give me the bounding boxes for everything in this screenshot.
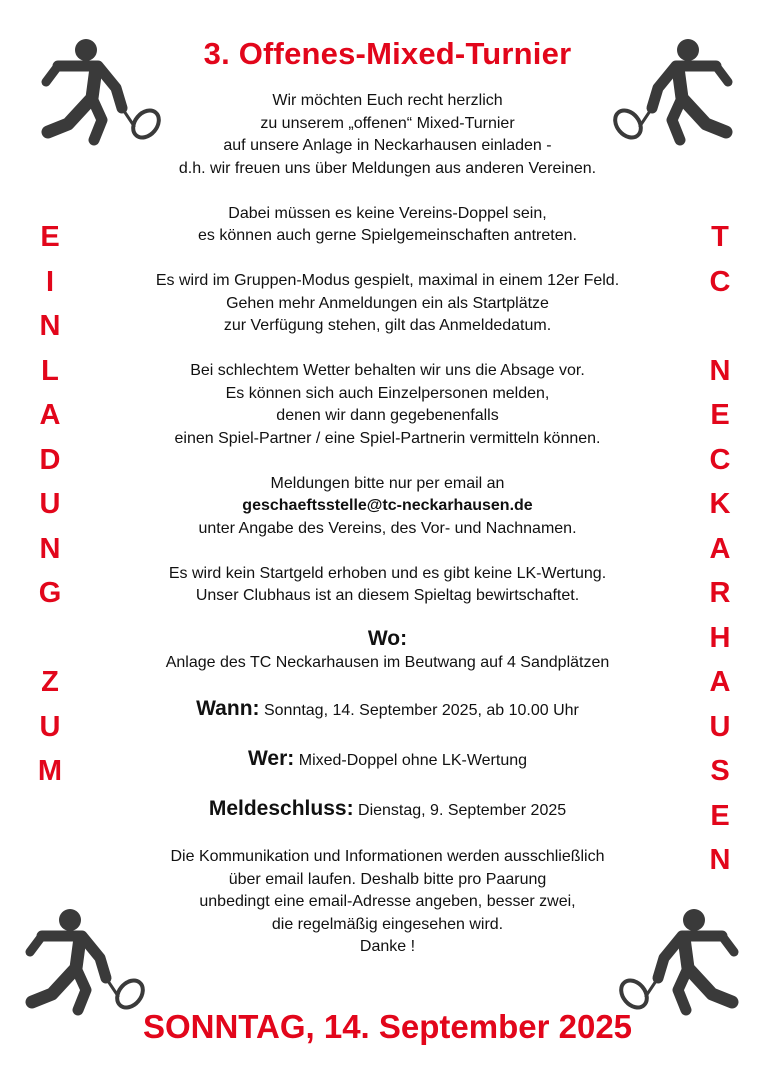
vertical-letter: N (39, 532, 61, 565)
intro-paragraph (115, 90, 660, 180)
vertical-letter: N (709, 354, 731, 387)
text-line: Danke ! (359, 938, 416, 955)
text-line: Es können sich auch Einzelpersonen melden, (225, 384, 550, 402)
vertical-letter: A (709, 666, 731, 698)
vertical-letter: U (39, 488, 61, 520)
text-line: denen wir dann gegebenenfalls (276, 407, 499, 424)
team-paragraph (115, 203, 660, 248)
footer-date: SONNTAG, 14. September 2025 (142, 1008, 633, 1045)
text-line: zu unserem „offenen“ Mixed-Turnier (260, 114, 515, 132)
text-line: es können auch gerne Spielgemeinschaften antreten. (198, 227, 577, 244)
text-line: unter Angabe des Vereins, des Vor- und Nachnamen. (198, 519, 577, 537)
vertical-letter: U (39, 710, 61, 743)
text-line: Dabei müssen es keine Vereins-Doppel sein, (228, 204, 547, 222)
vertical-letter: K (709, 488, 731, 520)
invitation-body (115, 90, 660, 959)
wo-section (115, 626, 660, 675)
vertical-letter: U (709, 710, 731, 743)
weather-paragraph (115, 360, 660, 450)
wann-value: Sonntag, 14. September 2025, ab 10.00 Uhr (263, 702, 579, 719)
vertical-letter: M (37, 755, 63, 787)
text-line: auf unsere Anlage in Neckarhausen einladen - (223, 137, 552, 154)
page-title: 3. Offenes-Mixed-Turnier (203, 36, 572, 71)
vertical-letter: N (709, 844, 731, 876)
text-line: Meldungen bitte nur per email an (270, 474, 505, 492)
text-line: Gehen mehr Anmeldungen ein als Startplätze (226, 294, 549, 312)
text-line: Bei schlechtem Wetter behalten wir uns die Absage vor. (190, 362, 585, 379)
text-line: zur Verfügung stehen, gilt das Anmeldedatum. (223, 317, 552, 334)
text-line: Wir möchten Euch recht herzlich (272, 92, 503, 109)
vertical-letter: E (710, 799, 730, 832)
vertical-gap (700, 304, 740, 349)
text-line: die regelmäßig eingesehen wird. (271, 915, 504, 933)
vertical-gap (30, 616, 70, 661)
wann-section (115, 696, 660, 724)
vertical-letter: H (709, 621, 731, 654)
text-line: über email laufen. Deshalb bitte pro Paarung (228, 870, 547, 888)
vertical-letter: D (39, 443, 61, 476)
text-line: unbedingt eine email-Adresse angeben, besser zwei, (199, 893, 576, 910)
meldeschluss-value: Dienstag, 9. September 2025 (358, 802, 567, 819)
wo-value: Anlage des TC Neckarhausen im Beutwang auf 4 Sandplätzen (165, 653, 610, 671)
text-line: einen Spiel-Partner / eine Spiel-Partnerin vermitteln können. (174, 429, 601, 447)
vertical-letter: A (39, 399, 61, 431)
vertical-letter: R (709, 577, 731, 609)
meldeschluss-label: Meldeschluss: (208, 797, 354, 820)
email-link[interactable]: geschaeftsstelle@tc-neckarhausen.de (242, 497, 533, 514)
text-line: Unser Clubhaus ist an diesem Spieltag bewirtschaftet. (195, 587, 580, 604)
vertical-letter: S (710, 755, 730, 787)
wer-value: Mixed-Doppel ohne LK-Wertung (298, 752, 528, 769)
text-line: Es wird kein Startgeld erhoben und es gibt keine LK-Wertung. (168, 564, 607, 582)
vertical-letter: C (709, 265, 731, 298)
left-vertical-text (30, 215, 70, 794)
vertical-letter: I (45, 265, 55, 298)
vertical-letter: E (710, 399, 730, 431)
closing-paragraph (115, 846, 660, 959)
fee-paragraph (115, 563, 660, 608)
vertical-letter: E (40, 221, 60, 253)
mode-paragraph (115, 270, 660, 338)
right-vertical-text (700, 215, 740, 883)
vertical-letter: T (711, 221, 729, 253)
vertical-letter: Z (41, 666, 59, 698)
vertical-letter: G (38, 577, 62, 609)
text-line: Es wird im Gruppen-Modus gespielt, maximal in einem 12er Feld. (155, 272, 620, 289)
meldeschluss-section (115, 796, 660, 824)
wann-label: Wann: (196, 697, 260, 720)
vertical-letter: N (39, 310, 61, 342)
wo-label: Wo: (367, 626, 408, 650)
vertical-letter: L (41, 354, 59, 387)
vertical-letter: C (709, 443, 731, 476)
wer-section (115, 746, 660, 774)
registration-paragraph (115, 473, 660, 541)
text-line: d.h. wir freuen uns über Meldungen aus anderen Vereinen. (178, 159, 597, 177)
text-line: Die Kommunikation und Informationen werden ausschließlich (170, 848, 605, 865)
wer-label: Wer: (247, 747, 295, 770)
vertical-letter: A (709, 532, 731, 565)
